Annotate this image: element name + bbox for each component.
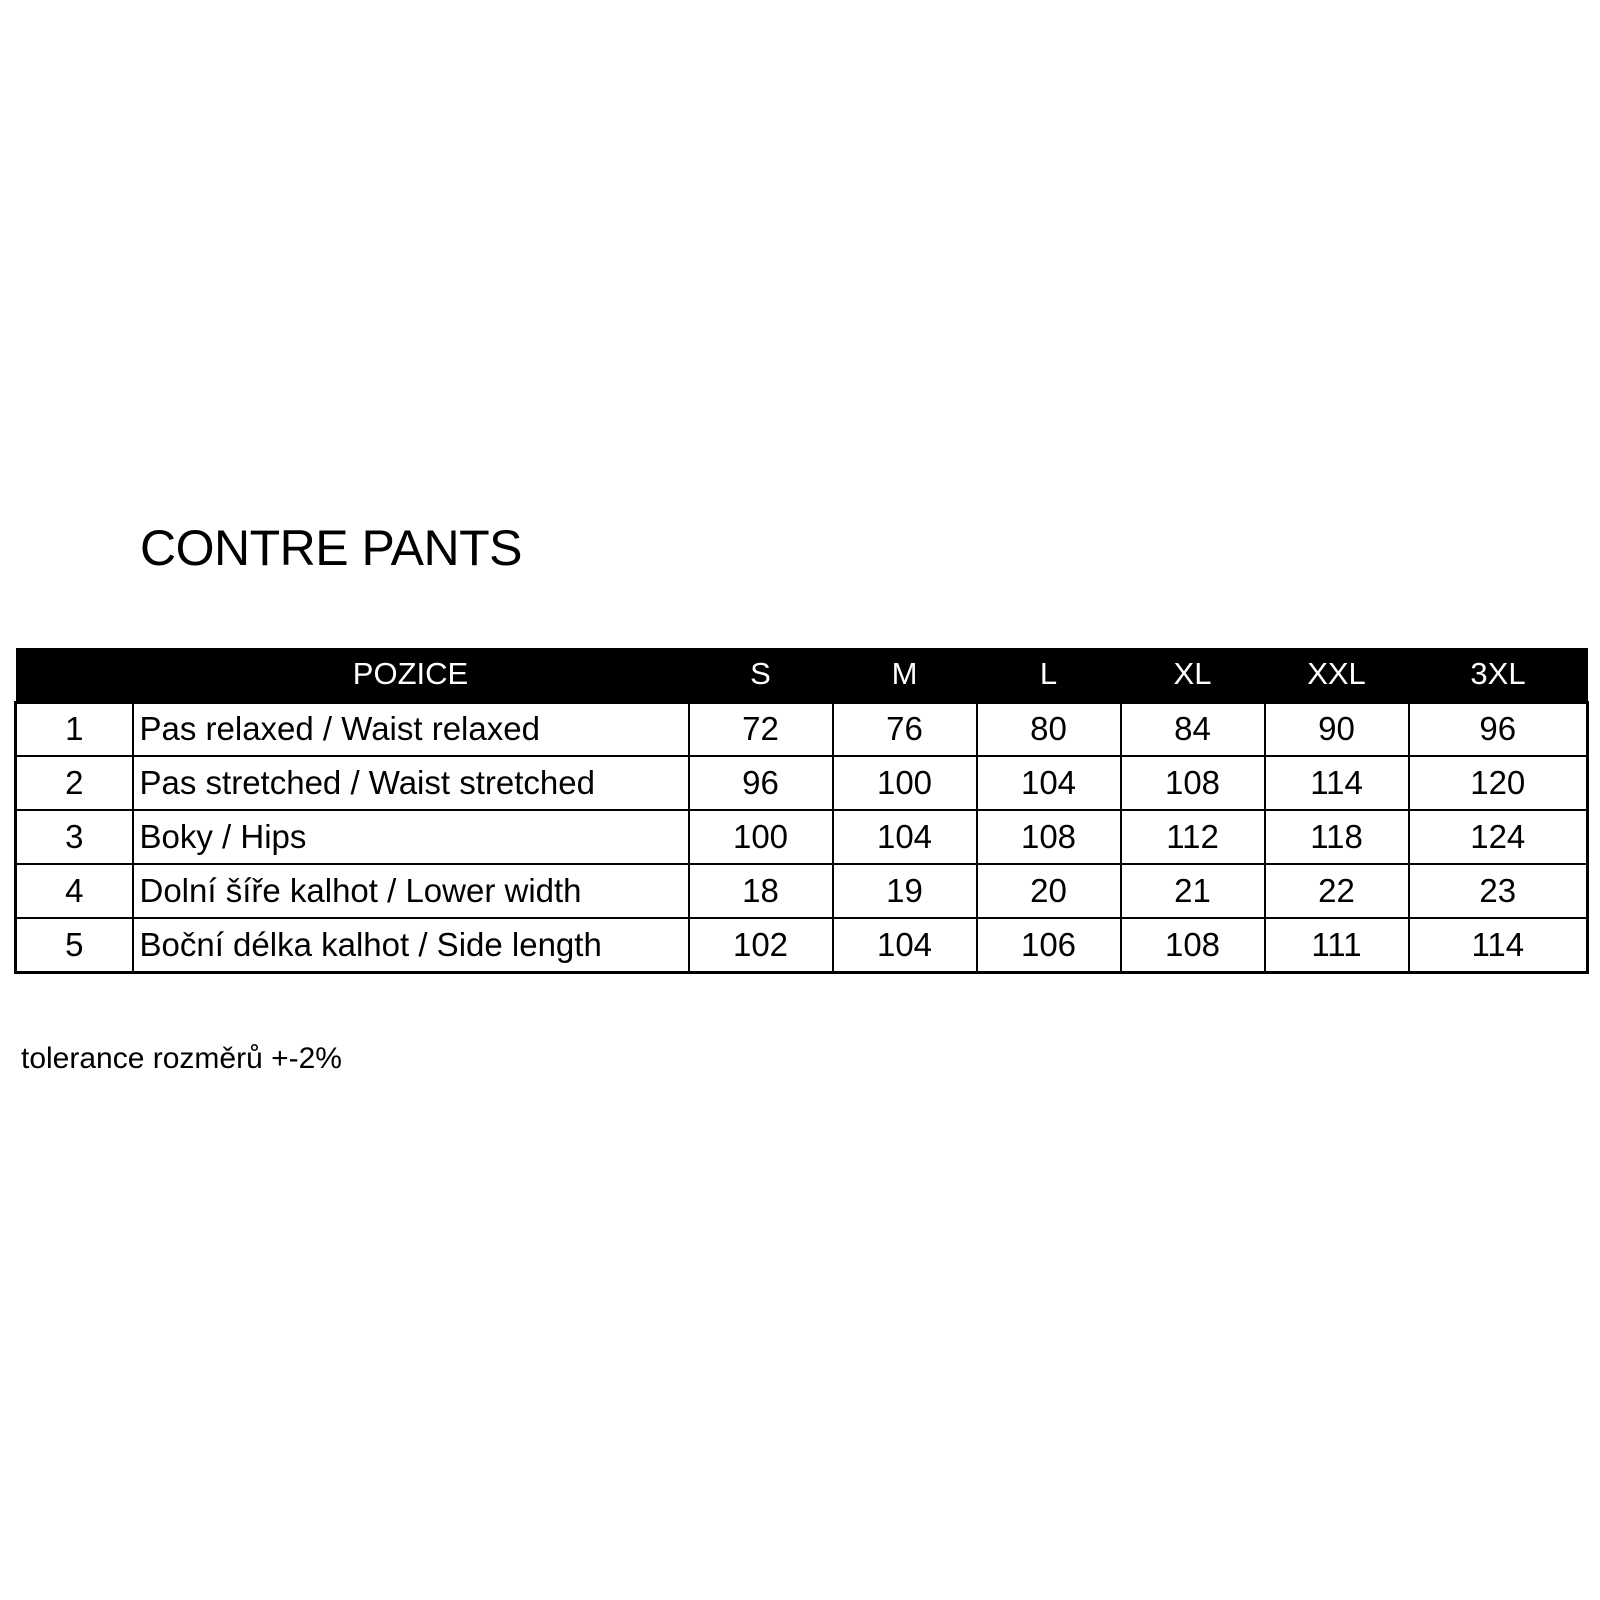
cell-size-l: 20 [977,864,1121,918]
cell-size-3xl: 96 [1409,702,1588,756]
cell-size-xxl: 22 [1265,864,1409,918]
row-position: Pas stretched / Waist stretched [133,756,689,810]
cell-size-s: 18 [689,864,833,918]
cell-size-3xl: 120 [1409,756,1588,810]
cell-size-s: 102 [689,918,833,972]
row-number: 2 [16,756,133,810]
cell-size-l: 80 [977,702,1121,756]
cell-size-m: 19 [833,864,977,918]
row-position: Pas relaxed / Waist relaxed [133,702,689,756]
cell-size-xl: 108 [1121,756,1265,810]
cell-size-3xl: 124 [1409,810,1588,864]
tolerance-note: tolerance rozměrů +-2% [21,1042,342,1075]
cell-size-m: 104 [833,918,977,972]
cell-size-xl: 112 [1121,810,1265,864]
cell-size-m: 76 [833,702,977,756]
size-chart-table [14,648,1589,974]
table-header-row [16,648,1588,702]
header-size-l: L [977,648,1121,702]
cell-size-l: 104 [977,756,1121,810]
cell-size-xxl: 118 [1265,810,1409,864]
table-row [16,864,1588,918]
page-title: CONTRE PANTS [140,520,522,576]
cell-size-l: 106 [977,918,1121,972]
row-position: Dolní šíře kalhot / Lower width [133,864,689,918]
cell-size-xl: 21 [1121,864,1265,918]
cell-size-3xl: 23 [1409,864,1588,918]
cell-size-xxl: 111 [1265,918,1409,972]
cell-size-m: 104 [833,810,977,864]
cell-size-xxl: 90 [1265,702,1409,756]
cell-size-3xl: 114 [1409,918,1588,972]
row-number: 4 [16,864,133,918]
cell-size-l: 108 [977,810,1121,864]
table-row [16,918,1588,972]
cell-size-m: 100 [833,756,977,810]
cell-size-xxl: 114 [1265,756,1409,810]
row-number: 5 [16,918,133,972]
row-number: 1 [16,702,133,756]
cell-size-xl: 108 [1121,918,1265,972]
table-row [16,756,1588,810]
cell-size-s: 96 [689,756,833,810]
header-size-m: M [833,648,977,702]
header-size-3xl: 3XL [1409,648,1588,702]
row-position: Boky / Hips [133,810,689,864]
cell-size-xl: 84 [1121,702,1265,756]
header-size-xxl: XXL [1265,648,1409,702]
table-row [16,810,1588,864]
table-row [16,702,1588,756]
header-position: POZICE [133,648,689,702]
cell-size-s: 72 [689,702,833,756]
row-number: 3 [16,810,133,864]
header-size-xl: XL [1121,648,1265,702]
header-number [16,648,133,702]
header-size-s: S [689,648,833,702]
row-position: Boční délka kalhot / Side length [133,918,689,972]
cell-size-s: 100 [689,810,833,864]
